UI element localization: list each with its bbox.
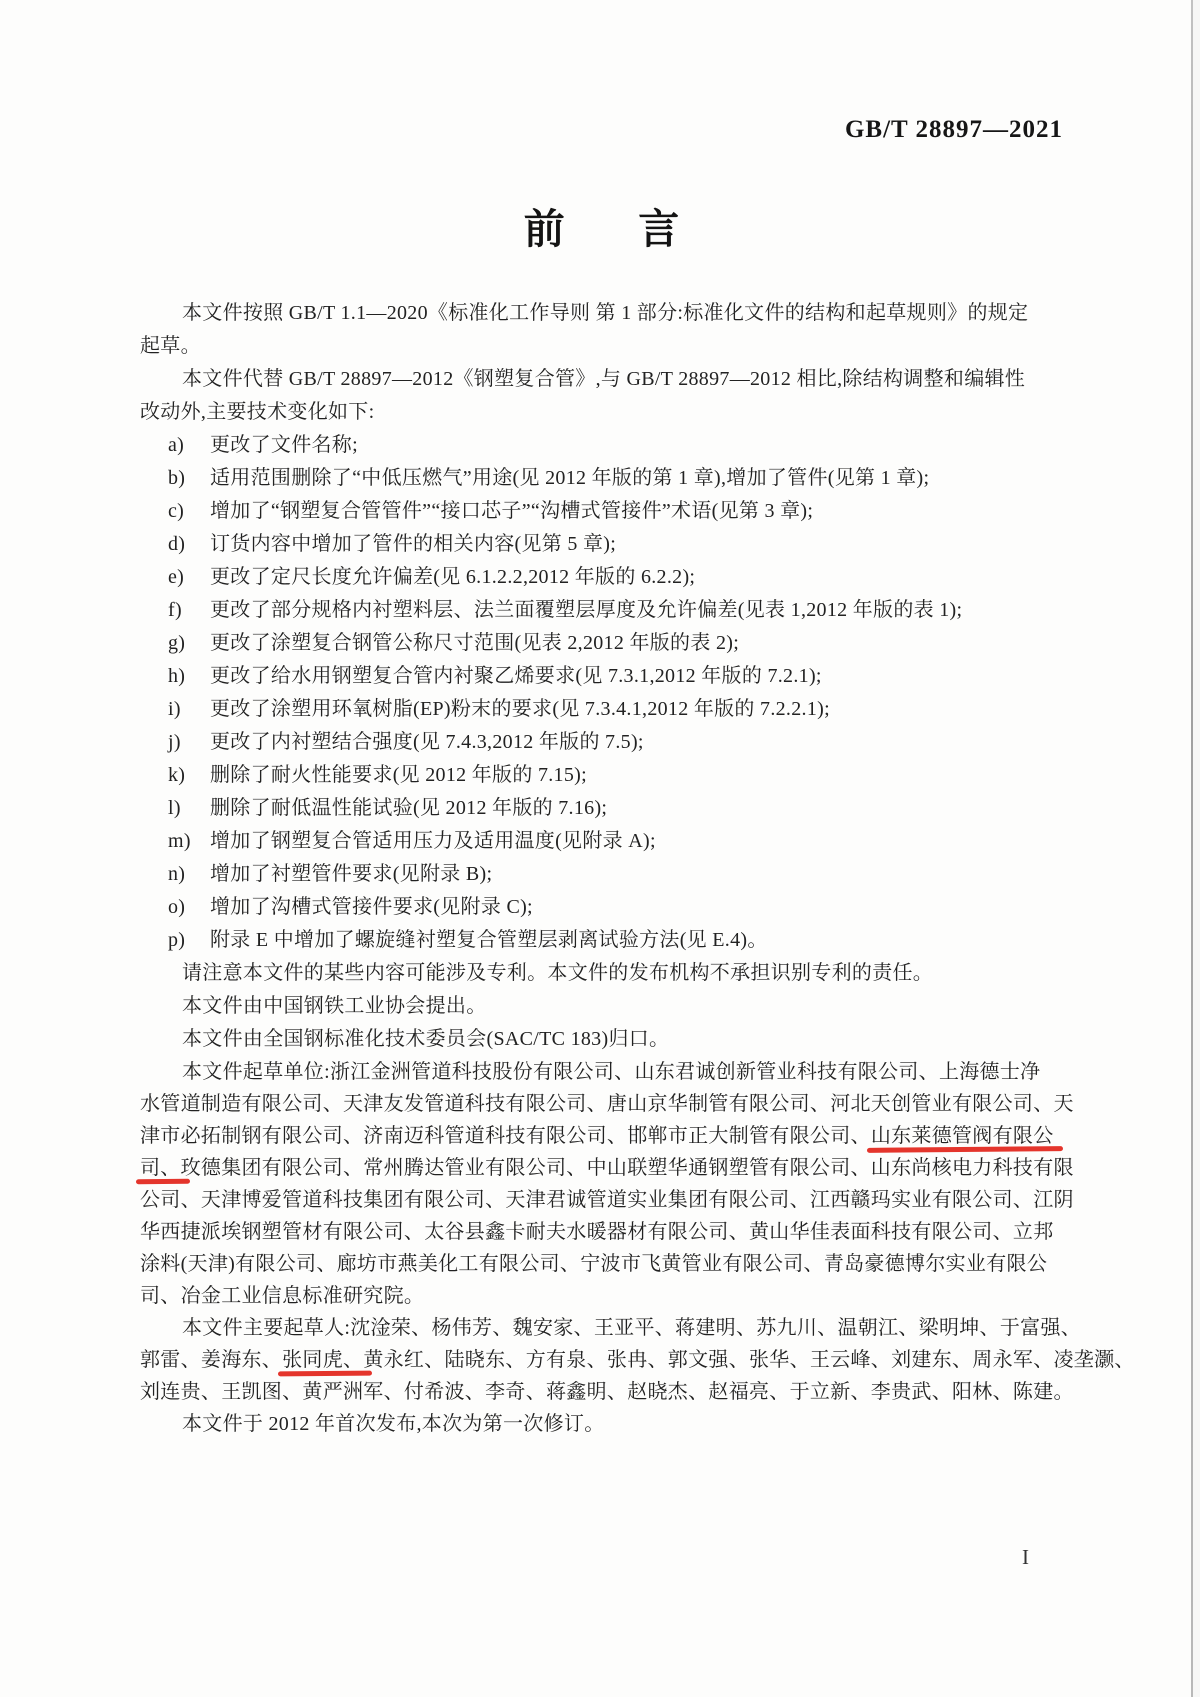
change-item-text: 更改了涂塑复合钢管公称尺寸范围(见表 2,2012 年版的表 2); — [210, 632, 740, 654]
drafting-units-line: 华西捷派埃钢塑管材有限公司、太谷县鑫卡耐夫水暖器材有限公司、黄山华佳表面科技有限公司、立邦 — [140, 1221, 1054, 1243]
change-item-marker: a) — [168, 434, 185, 456]
change-item — [140, 924, 1065, 957]
drafting-units-line: 公司、天津博爱管道科技集团有限公司、天津君诚管道实业集团有限公司、江西赣玛实业有限公司、江阴 — [140, 1189, 1074, 1211]
change-item-text: 更改了部分规格内衬塑料层、法兰面覆塑层厚度及允许偏差(见表 1,2012 年版的表 1); — [210, 599, 963, 621]
change-item-marker: d) — [168, 533, 186, 555]
change-item — [140, 759, 1065, 792]
change-item — [140, 858, 1065, 891]
drafting-units-line: 水管道制造有限公司、天津友发管道科技有限公司、唐山京华制管有限公司、河北天创管业有限公司、天 — [140, 1093, 1074, 1115]
change-item-marker: k) — [168, 764, 186, 786]
title-char-first: 前 — [523, 206, 565, 252]
change-item-text: 更改了给水用钢塑复合管内衬聚乙烯要求(见 7.3.1,2012 年版的 7.2.1); — [210, 665, 822, 687]
change-item-text: 更改了文件名称; — [210, 434, 358, 456]
change-item-text: 附录 E 中增加了螺旋缝衬塑复合管塑层剥离试验方法(见 E.4)。 — [210, 929, 768, 951]
change-item-marker: g) — [168, 632, 186, 654]
change-item-text: 增加了沟槽式管接件要求(见附录 C); — [210, 896, 533, 918]
change-item-text: 更改了内衬塑结合强度(见 7.4.3,2012 年版的 7.5); — [210, 731, 644, 753]
revision-note: 本文件于 2012 年首次发布,本次为第一次修订。 — [182, 1413, 605, 1435]
change-item-marker: o) — [168, 896, 186, 918]
drafters-line — [140, 1344, 1135, 1376]
change-item-text: 增加了“钢塑复合管管件”“接口芯子”“沟槽式管接件”术语(见第 3 章); — [210, 500, 814, 522]
change-item — [140, 429, 1065, 462]
change-item-marker: l) — [168, 797, 181, 819]
change-item — [140, 528, 1065, 561]
change-item — [140, 891, 1065, 924]
change-item — [140, 627, 1065, 660]
change-item — [140, 726, 1065, 759]
change-item — [140, 495, 1065, 528]
change-item — [140, 660, 1065, 693]
title-char-second: 言 — [638, 206, 680, 252]
red-underline-mark: 山东莱德管阀有限公 — [870, 1125, 1054, 1147]
intro-paragraph-2-line: 本文件代替 GB/T 28897—2012《钢塑复合管》,与 GB/T 28897—2012 相比,除结构调整和编辑性 — [182, 368, 1026, 390]
change-item — [140, 825, 1065, 858]
change-item-marker: b) — [168, 467, 186, 489]
intro-paragraph-1-line: 起草。 — [140, 335, 201, 357]
change-item-text: 增加了衬塑管件要求(见附录 B); — [210, 863, 493, 885]
change-item-text: 增加了钢塑复合管适用压力及适用温度(见附录 A); — [210, 830, 656, 852]
page-number: I — [1022, 1545, 1030, 1569]
drafting-units-text: 玫德集团有限公司、常州腾达管业有限公司、中山联塑华通钢塑管有限公司、山东尚核电力科技有限 — [180, 1157, 1074, 1179]
change-item — [140, 792, 1065, 825]
drafting-units-line — [140, 1152, 1074, 1184]
change-item-text: 更改了定尺长度允许偏差(见 6.1.2.2,2012 年版的 6.2.2); — [210, 566, 696, 588]
change-item — [140, 462, 1065, 495]
change-item-marker: m) — [168, 830, 191, 852]
change-item-text: 适用范围删除了“中低压燃气”用途(见 2012 年版的第 1 章),增加了管件(见第 1 章); — [210, 467, 930, 489]
change-item-marker: f) — [168, 599, 182, 621]
change-item-text: 删除了耐低温性能试验(见 2012 年版的 7.16); — [210, 797, 608, 819]
drafters-text: 黄永红、陆晓东、方有泉、张冉、郭文强、张华、王云峰、刘建东、周永军、凌垄灏、 — [363, 1349, 1135, 1371]
change-item-marker: h) — [168, 665, 186, 687]
drafting-units-line: 涂料(天津)有限公司、廊坊市燕美化工有限公司、宁波市飞黄管业有限公司、青岛豪德博尔实业有限公 — [140, 1253, 1048, 1275]
drafting-units-line — [140, 1120, 1065, 1152]
patent-note: 请注意本文件的某些内容可能涉及专利。本文件的发布机构不承担识别专利的责任。 — [182, 962, 934, 984]
drafters-line: 刘连贵、王凯图、黄严洲军、付希波、李奇、蒋鑫明、赵晓杰、赵福亮、于立新、李贵武、阳林、陈建。 — [140, 1381, 1074, 1403]
intro-paragraph-2-line: 改动外,主要技术变化如下: — [140, 401, 375, 423]
standard-code: GB/T 28897—2021 — [844, 116, 1063, 143]
drafting-units-line: 司、冶金工业信息标准研究院。 — [140, 1285, 425, 1307]
page-edge-line — [1191, 0, 1193, 1697]
drafting-units-paragraph — [140, 1056, 1135, 1440]
change-item-text: 删除了耐火性能要求(见 2012 年版的 7.15); — [210, 764, 587, 786]
change-item-marker: e) — [168, 566, 185, 588]
drafting-units-line: 本文件起草单位:浙江金洲管道科技股份有限公司、山东君诚创新管业科技有限公司、上海德士净 — [182, 1061, 1041, 1083]
drafting-units-text: 津市必拓制钢有限公司、济南迈科管道科技有限公司、邯郸市正大制管有限公司、 — [140, 1125, 871, 1147]
change-list — [140, 429, 1065, 957]
drafters-text: 郭雷、姜海东、 — [140, 1349, 283, 1371]
intro-paragraph-1-line: 本文件按照 GB/T 1.1—2020《标准化工作导则 第 1 部分:标准化文件的结构和起草规则》的规定 — [182, 302, 1029, 324]
red-underline-mark: 张同虎、 — [282, 1349, 364, 1371]
change-item-marker: j) — [168, 731, 181, 753]
scan-edge-strip — [1193, 0, 1200, 1697]
change-item-marker: i) — [168, 698, 181, 720]
page-title — [140, 196, 1063, 255]
change-item-marker: p) — [168, 929, 186, 951]
centralized-by-note: 本文件由全国钢标准化技术委员会(SAC/TC 183)归口。 — [182, 1028, 670, 1050]
change-item — [140, 693, 1065, 726]
change-item-marker: c) — [168, 500, 185, 522]
change-item-text: 订货内容中增加了管件的相关内容(见第 5 章); — [210, 533, 617, 555]
drafters-line: 本文件主要起草人:沈淦荣、杨伟芳、魏安家、王亚平、蒋建明、苏九川、温朝江、梁明坤、于富强、 — [182, 1317, 1082, 1339]
change-item — [140, 594, 1065, 627]
change-item — [140, 561, 1065, 594]
change-item-marker: n) — [168, 863, 186, 885]
proposed-by-note: 本文件由中国钢铁工业协会提出。 — [182, 995, 487, 1017]
foreword-body — [140, 297, 1135, 1440]
change-item-text: 更改了涂塑用环氧树脂(EP)粉末的要求(见 7.3.4.1,2012 年版的 7.2.2.1); — [210, 698, 830, 720]
red-underline-mark: 司、 — [140, 1157, 181, 1179]
